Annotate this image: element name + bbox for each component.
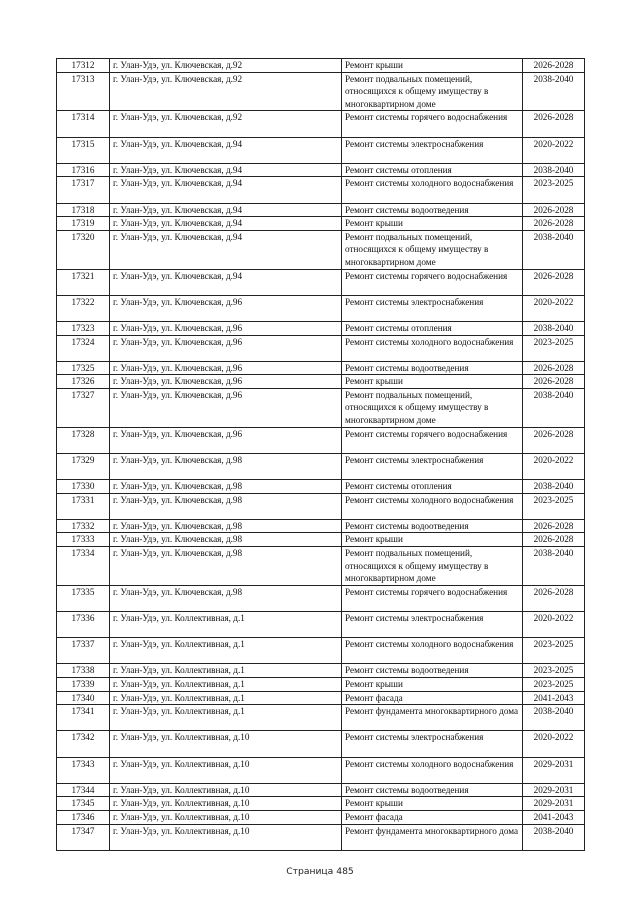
- row-period: 2038-2040: [523, 824, 585, 850]
- row-work-type: Ремонт системы электроснабжения: [342, 137, 523, 163]
- table-row: [57, 691, 585, 705]
- row-address: г. Улан-Удэ, ул. Ключевская, д.98: [110, 533, 342, 547]
- row-period: 2026-2028: [523, 269, 585, 295]
- row-period: 2041-2043: [523, 810, 585, 824]
- table-row: [57, 230, 585, 269]
- row-work-type: Ремонт системы водоотведения: [342, 203, 523, 217]
- row-address: г. Улан-Удэ, ул. Ключевская, д.96: [110, 427, 342, 453]
- row-number: 17321: [57, 269, 110, 295]
- row-number: 17345: [57, 797, 110, 811]
- table-row: [57, 59, 585, 73]
- row-number: 17343: [57, 757, 110, 783]
- row-work-type: Ремонт системы горячего водоснабжения: [342, 111, 523, 137]
- row-work-type: Ремонт крыши: [342, 797, 523, 811]
- row-number: 17328: [57, 427, 110, 453]
- row-period: 2029-2031: [523, 757, 585, 783]
- table-row: [57, 217, 585, 231]
- row-number: 17318: [57, 203, 110, 217]
- table-row: [57, 757, 585, 783]
- row-address: г. Улан-Удэ, ул. Ключевская, д.96: [110, 335, 342, 361]
- table-row: [57, 533, 585, 547]
- row-period: 2038-2040: [523, 547, 585, 586]
- row-address: г. Улан-Удэ, ул. Коллективная, д.1: [110, 664, 342, 678]
- row-address: г. Улан-Удэ, ул. Ключевская, д.94: [110, 203, 342, 217]
- row-work-type: Ремонт системы водоотведения: [342, 361, 523, 375]
- row-address: г. Улан-Удэ, ул. Коллективная, д.1: [110, 705, 342, 731]
- row-number: 17334: [57, 547, 110, 586]
- row-number: 17312: [57, 59, 110, 73]
- row-work-type: Ремонт системы горячего водоснабжения: [342, 269, 523, 295]
- table-row: [57, 295, 585, 321]
- table-row: [57, 111, 585, 137]
- row-number: 17341: [57, 705, 110, 731]
- table-row: [57, 664, 585, 678]
- row-period: 2038-2040: [523, 230, 585, 269]
- row-work-type: Ремонт подвальных помещений, относящихся к общему имуществу в многоквартирном доме: [342, 230, 523, 269]
- row-work-type: Ремонт подвальных помещений, относящихся к общему имуществу в многоквартирном доме: [342, 72, 523, 111]
- row-number: 17314: [57, 111, 110, 137]
- row-period: 2026-2028: [523, 519, 585, 533]
- row-number: 17339: [57, 677, 110, 691]
- row-work-type: Ремонт системы холодного водоснабжения: [342, 177, 523, 203]
- row-period: 2026-2028: [523, 59, 585, 73]
- row-work-type: Ремонт системы отопления: [342, 321, 523, 335]
- row-period: 2026-2028: [523, 533, 585, 547]
- row-period: 2023-2025: [523, 335, 585, 361]
- row-period: 2023-2025: [523, 664, 585, 678]
- row-work-type: Ремонт системы электроснабжения: [342, 731, 523, 757]
- row-work-type: Ремонт фундамента многоквартирного дома: [342, 705, 523, 731]
- row-number: 17346: [57, 810, 110, 824]
- row-work-type: Ремонт системы холодного водоснабжения: [342, 493, 523, 519]
- table-body: [57, 59, 585, 851]
- row-address: г. Улан-Удэ, ул. Ключевская, д.94: [110, 177, 342, 203]
- row-period: 2023-2025: [523, 677, 585, 691]
- works-table: [56, 58, 585, 851]
- row-address: г. Улан-Удэ, ул. Ключевская, д.94: [110, 230, 342, 269]
- table-row: [57, 269, 585, 295]
- row-address: г. Улан-Удэ, ул. Ключевская, д.98: [110, 585, 342, 611]
- row-number: 17322: [57, 295, 110, 321]
- row-address: г. Улан-Удэ, ул. Ключевская, д.98: [110, 453, 342, 479]
- row-period: 2026-2028: [523, 375, 585, 389]
- row-period: 2038-2040: [523, 480, 585, 494]
- row-period: 2026-2028: [523, 111, 585, 137]
- row-period: 2020-2022: [523, 137, 585, 163]
- row-number: 17325: [57, 361, 110, 375]
- table-row: [57, 585, 585, 611]
- table-row: [57, 335, 585, 361]
- row-address: г. Улан-Удэ, ул. Коллективная, д.10: [110, 731, 342, 757]
- row-address: г. Улан-Удэ, ул. Коллективная, д.10: [110, 783, 342, 797]
- row-address: г. Улан-Удэ, ул. Ключевская, д.92: [110, 111, 342, 137]
- row-period: 2038-2040: [523, 72, 585, 111]
- row-address: г. Улан-Удэ, ул. Коллективная, д.10: [110, 824, 342, 850]
- row-period: 2038-2040: [523, 321, 585, 335]
- row-number: 17320: [57, 230, 110, 269]
- row-address: г. Улан-Удэ, ул. Коллективная, д.10: [110, 797, 342, 811]
- row-address: г. Улан-Удэ, ул. Ключевская, д.94: [110, 163, 342, 177]
- table-row: [57, 547, 585, 586]
- row-address: г. Улан-Удэ, ул. Ключевская, д.98: [110, 547, 342, 586]
- row-address: г. Улан-Удэ, ул. Ключевская, д.96: [110, 321, 342, 335]
- row-period: 2023-2025: [523, 493, 585, 519]
- row-period: 2026-2028: [523, 217, 585, 231]
- row-number: 17330: [57, 480, 110, 494]
- row-address: г. Улан-Удэ, ул. Ключевская, д.96: [110, 388, 342, 427]
- row-address: г. Улан-Удэ, ул. Ключевская, д.92: [110, 59, 342, 73]
- row-work-type: Ремонт крыши: [342, 375, 523, 389]
- row-number: 17342: [57, 731, 110, 757]
- row-address: г. Улан-Удэ, ул. Коллективная, д.10: [110, 757, 342, 783]
- row-number: 17329: [57, 453, 110, 479]
- row-work-type: Ремонт фундамента многоквартирного дома: [342, 824, 523, 850]
- row-work-type: Ремонт системы холодного водоснабжения: [342, 757, 523, 783]
- row-number: 17327: [57, 388, 110, 427]
- row-number: 17316: [57, 163, 110, 177]
- row-period: 2026-2028: [523, 203, 585, 217]
- row-work-type: Ремонт системы водоотведения: [342, 664, 523, 678]
- row-address: г. Улан-Удэ, ул. Ключевская, д.94: [110, 269, 342, 295]
- row-work-type: Ремонт системы электроснабжения: [342, 295, 523, 321]
- table-row: [57, 612, 585, 638]
- row-period: 2029-2031: [523, 797, 585, 811]
- row-work-type: Ремонт системы холодного водоснабжения: [342, 335, 523, 361]
- table-row: [57, 361, 585, 375]
- row-number: 17326: [57, 375, 110, 389]
- row-number: 17317: [57, 177, 110, 203]
- row-number: 17336: [57, 612, 110, 638]
- table-row: [57, 321, 585, 335]
- row-address: г. Улан-Удэ, ул. Ключевская, д.96: [110, 361, 342, 375]
- table-row: [57, 163, 585, 177]
- page-number: Страница 485: [286, 866, 354, 877]
- table-row: [57, 797, 585, 811]
- row-number: 17323: [57, 321, 110, 335]
- table-row: [57, 705, 585, 731]
- row-number: 17333: [57, 533, 110, 547]
- row-number: 17315: [57, 137, 110, 163]
- row-period: 2038-2040: [523, 388, 585, 427]
- table-row: [57, 375, 585, 389]
- row-period: 2029-2031: [523, 783, 585, 797]
- row-number: 17331: [57, 493, 110, 519]
- row-work-type: Ремонт крыши: [342, 677, 523, 691]
- row-number: 17319: [57, 217, 110, 231]
- table-row: [57, 677, 585, 691]
- row-period: 2020-2022: [523, 731, 585, 757]
- row-number: 17344: [57, 783, 110, 797]
- row-address: г. Улан-Удэ, ул. Ключевская, д.94: [110, 217, 342, 231]
- row-work-type: Ремонт крыши: [342, 533, 523, 547]
- row-work-type: Ремонт фасада: [342, 810, 523, 824]
- row-address: г. Улан-Удэ, ул. Коллективная, д.1: [110, 677, 342, 691]
- row-number: 17335: [57, 585, 110, 611]
- row-work-type: Ремонт подвальных помещений, относящихся к общему имуществу в многоквартирном доме: [342, 388, 523, 427]
- row-address: г. Улан-Удэ, ул. Коллективная, д.10: [110, 810, 342, 824]
- row-address: г. Улан-Удэ, ул. Ключевская, д.92: [110, 72, 342, 111]
- table-row: [57, 453, 585, 479]
- row-period: 2020-2022: [523, 295, 585, 321]
- row-address: г. Улан-Удэ, ул. Ключевская, д.98: [110, 480, 342, 494]
- row-number: 17338: [57, 664, 110, 678]
- table-row: [57, 731, 585, 757]
- table-row: [57, 638, 585, 664]
- table-row: [57, 427, 585, 453]
- row-number: 17340: [57, 691, 110, 705]
- row-address: г. Улан-Удэ, ул. Коллективная, д.1: [110, 691, 342, 705]
- row-work-type: Ремонт крыши: [342, 59, 523, 73]
- row-address: г. Улан-Удэ, ул. Коллективная, д.1: [110, 612, 342, 638]
- row-work-type: Ремонт подвальных помещений, относящихся к общему имуществу в многоквартирном доме: [342, 547, 523, 586]
- row-number: 17332: [57, 519, 110, 533]
- row-period: 2020-2022: [523, 612, 585, 638]
- row-number: 17324: [57, 335, 110, 361]
- row-period: 2026-2028: [523, 427, 585, 453]
- row-period: 2038-2040: [523, 163, 585, 177]
- row-number: 17313: [57, 72, 110, 111]
- table-row: [57, 137, 585, 163]
- table-row: [57, 519, 585, 533]
- row-period: 2023-2025: [523, 177, 585, 203]
- row-address: г. Улан-Удэ, ул. Коллективная, д.1: [110, 638, 342, 664]
- row-period: 2023-2025: [523, 638, 585, 664]
- row-number: 17347: [57, 824, 110, 850]
- row-work-type: Ремонт фасада: [342, 691, 523, 705]
- table-row: [57, 72, 585, 111]
- row-work-type: Ремонт системы холодного водоснабжения: [342, 638, 523, 664]
- row-address: г. Улан-Удэ, ул. Ключевская, д.96: [110, 375, 342, 389]
- row-work-type: Ремонт системы горячего водоснабжения: [342, 585, 523, 611]
- row-work-type: Ремонт системы водоотведения: [342, 783, 523, 797]
- row-work-type: Ремонт системы водоотведения: [342, 519, 523, 533]
- row-work-type: Ремонт системы электроснабжения: [342, 453, 523, 479]
- table-row: [57, 493, 585, 519]
- table-row: [57, 203, 585, 217]
- table-row: [57, 783, 585, 797]
- row-work-type: Ремонт системы отопления: [342, 163, 523, 177]
- row-period: 2026-2028: [523, 585, 585, 611]
- row-work-type: Ремонт крыши: [342, 217, 523, 231]
- row-address: г. Улан-Удэ, ул. Ключевская, д.98: [110, 519, 342, 533]
- table-row: [57, 388, 585, 427]
- row-period: 2026-2028: [523, 361, 585, 375]
- row-period: 2041-2043: [523, 691, 585, 705]
- row-work-type: Ремонт системы отопления: [342, 480, 523, 494]
- table-row: [57, 824, 585, 850]
- row-address: г. Улан-Удэ, ул. Ключевская, д.94: [110, 137, 342, 163]
- row-number: 17337: [57, 638, 110, 664]
- table-row: [57, 480, 585, 494]
- row-work-type: Ремонт системы горячего водоснабжения: [342, 427, 523, 453]
- row-address: г. Улан-Удэ, ул. Ключевская, д.96: [110, 295, 342, 321]
- row-address: г. Улан-Удэ, ул. Ключевская, д.98: [110, 493, 342, 519]
- row-period: 2020-2022: [523, 453, 585, 479]
- row-period: 2038-2040: [523, 705, 585, 731]
- table-row: [57, 177, 585, 203]
- row-work-type: Ремонт системы электроснабжения: [342, 612, 523, 638]
- table-row: [57, 810, 585, 824]
